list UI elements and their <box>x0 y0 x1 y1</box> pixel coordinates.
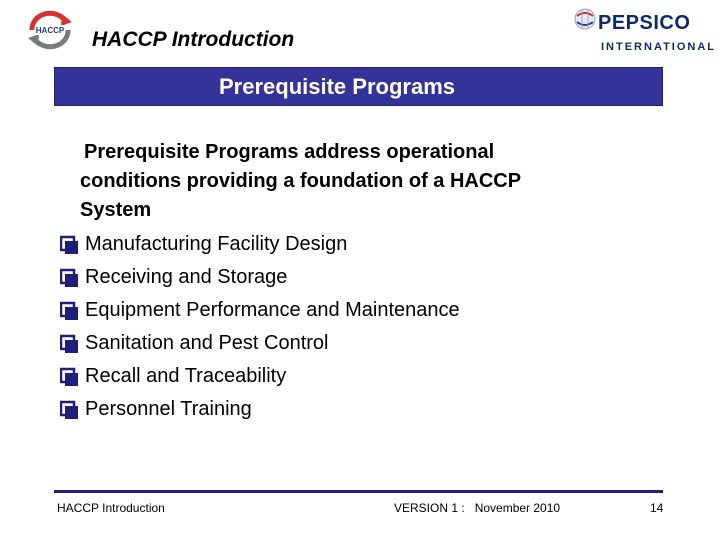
pepsico-subtitle: INTERNATIONAL <box>601 41 717 53</box>
bullet-list <box>60 228 460 426</box>
footer-version: VERSION 1 : November 2010 <box>394 501 561 515</box>
bullet-text: Manufacturing Facility Design <box>85 233 348 255</box>
header-title: HACCP Introduction <box>92 28 295 51</box>
bullet-text: Recall and Traceability <box>85 365 287 387</box>
checkbox-bullet-icon <box>60 367 79 387</box>
haccp-logo <box>26 10 74 50</box>
list-item <box>60 228 460 261</box>
bullet-text: Personnel Training <box>85 398 252 420</box>
slide-heading: Prerequisite Programs <box>219 74 455 99</box>
pepsico-logo <box>570 6 717 56</box>
intro-line: conditions providing a foundation of a HACCP <box>80 170 522 192</box>
list-item <box>60 261 460 294</box>
checkbox-bullet-icon <box>60 301 79 321</box>
checkbox-bullet-icon <box>60 400 79 420</box>
intro-line: Prerequisite Programs address operational <box>84 141 495 163</box>
list-item <box>60 360 460 393</box>
checkbox-bullet-icon <box>60 334 79 354</box>
footer-title: HACCP Introduction <box>57 501 165 515</box>
list-item <box>60 294 460 327</box>
haccp-logo-text: HACCP <box>35 26 65 35</box>
page-number: 14 <box>650 501 664 515</box>
bullet-text: Equipment Performance and Maintenance <box>85 299 460 321</box>
list-item <box>60 393 460 426</box>
pepsi-globe-icon <box>574 8 596 30</box>
checkbox-bullet-icon <box>60 268 79 288</box>
intro-line: System <box>80 199 152 221</box>
footer-divider <box>54 490 663 493</box>
bullet-text: Sanitation and Pest Control <box>85 332 329 354</box>
list-item <box>60 327 460 360</box>
title-bar <box>54 67 663 106</box>
bullet-text: Receiving and Storage <box>85 266 288 288</box>
intro-paragraph <box>80 138 660 225</box>
checkbox-bullet-icon <box>60 235 79 255</box>
pepsico-name: PEPSICO <box>598 12 691 34</box>
